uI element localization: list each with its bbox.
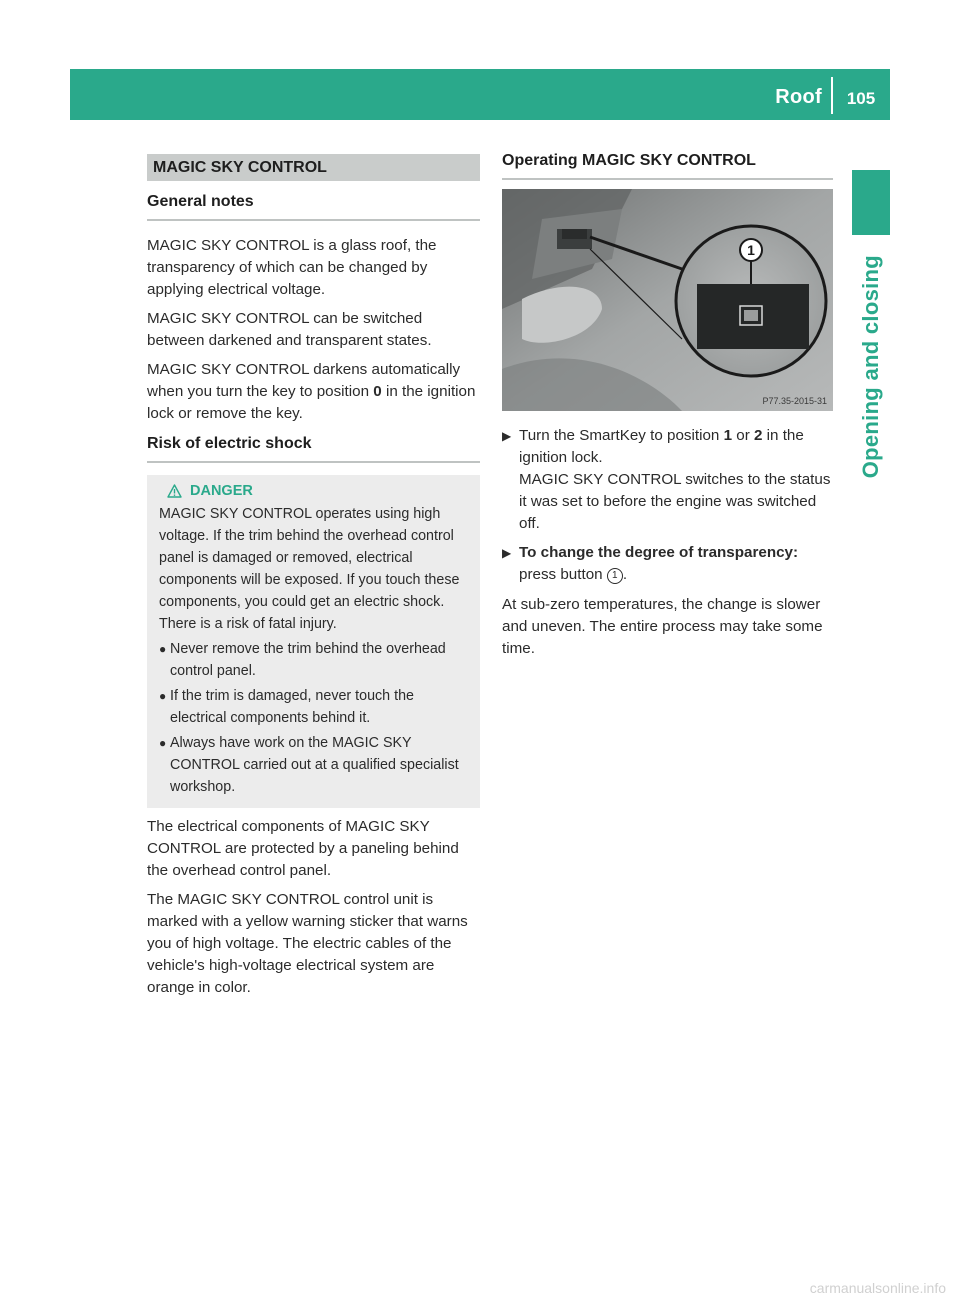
overhead-panel-figure [502, 189, 833, 411]
section-title: MAGIC SKY CONTROL [147, 154, 480, 181]
step-arrow-icon: ▶ [502, 546, 512, 560]
step-change-transparency [502, 542, 833, 586]
step-turn-key-result: MAGIC SKY CONTROL switches to the status it was set to before the engine was switched off. [519, 471, 831, 532]
warning-triangle-icon [167, 484, 182, 498]
protection-note-1: The electrical components of MAGIC SKY CONTROL are protected by a paneling behind the overhead control panel. [147, 818, 459, 879]
protection-note-2: The MAGIC SKY CONTROL control unit is marked with a yellow warning sticker that warns you of high voltage. The electric cables of the vehicle's high-voltage electrical system are orange in color. [147, 891, 468, 996]
temperature-note: At sub-zero temperatures, the change is slower and uneven. The entire process may take some time. [502, 596, 823, 657]
right-column [502, 152, 833, 660]
general-notes-body [147, 235, 480, 425]
figure-code: P77.35-2015-31 [762, 396, 827, 406]
bullet-icon: ● [159, 689, 167, 703]
danger-box [147, 475, 480, 808]
button-1-icon: 1 [607, 568, 623, 584]
step-change-heading: To change the degree of transparency: [519, 544, 799, 561]
side-tab-label: Opening and closing [858, 255, 883, 479]
danger-bullet: ● If the trim is damaged, never touch the electrical components behind it. [159, 685, 472, 729]
general-note-3: MAGIC SKY CONTROL darkens automatically when you turn the key to position 0 in the ignition lock or remove the key. [147, 361, 476, 422]
overhead-panel-illustration [502, 189, 833, 411]
operating-heading: Operating MAGIC SKY CONTROL [502, 152, 833, 180]
step-turn-key [502, 425, 833, 535]
general-note-2: MAGIC SKY CONTROL can be switched between darkened and transparent states. [147, 310, 432, 349]
danger-bullet: ● Never remove the trim behind the overhead control panel. [159, 638, 472, 682]
header-bar [70, 69, 890, 120]
left-column [147, 154, 480, 1006]
figure-callout: 1 [747, 242, 755, 258]
section-name: Roof [775, 86, 822, 108]
watermark: carmanualsonline.info [809, 1280, 946, 1296]
step-turn-key-text: Turn the SmartKey to position 1 or 2 in the ignition lock. [519, 427, 804, 466]
side-tab [852, 255, 890, 555]
step-arrow-icon: ▶ [502, 429, 512, 443]
step-change-text: press button 1 . [519, 566, 628, 583]
bullet-icon: ● [159, 736, 167, 750]
side-tab-block [852, 170, 890, 235]
danger-heading [167, 483, 472, 499]
general-note-1: MAGIC SKY CONTROL is a glass roof, the transparency of which can be changed by applying electrical voltage. [147, 237, 437, 298]
general-notes-heading: General notes [147, 193, 480, 221]
page-number: 105 [846, 89, 876, 108]
header-divider [831, 77, 833, 114]
danger-label: DANGER [190, 483, 253, 499]
bullet-icon: ● [159, 642, 167, 656]
risk-heading: Risk of electric shock [147, 435, 480, 463]
protection-notes [147, 816, 480, 999]
danger-bullet: ● Always have work on the MAGIC SKY CONTROL carried out at a qualified specialist workshop. [159, 732, 472, 798]
danger-text: MAGIC SKY CONTROL operates using high voltage. If the trim behind the overhead control panel is damaged or removed, electrical components will be exposed. If you touch these components, you could get an electric shock. There is a risk of fatal injury. [159, 506, 460, 632]
